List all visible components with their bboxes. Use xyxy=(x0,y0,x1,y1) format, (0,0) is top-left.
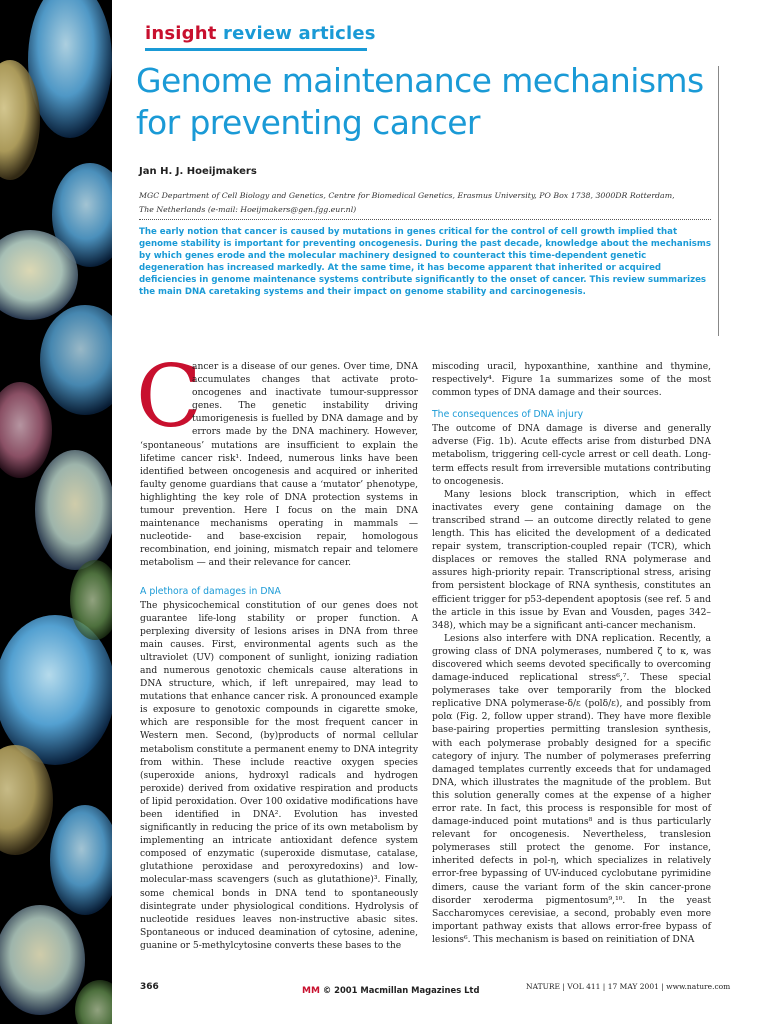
intro-paragraph: ancer is a disease of our genes. Over time, DNA accumulates changes that activate proto-oncogenes and inactivate tumour-suppressor genes. The genetic instability driving tumorigenesis is fuelled by DNA damage and by errors made by the DNA machinery. However, ‘spontaneous’ mutations are insufficient to explain the lifetime cancer risk¹. Indeed, numerous links have been identified between oncogenesis and acquired or inherited faulty genome guardians that cause a ‘mutator’ phenotype, highlighting the key role of DNA protection systems in tumour prevention. Here I focus on the main DNA maintenance mechanisms operating in mammals — nucleotide- and base-excision repair, homologous recombination, end joining, mismatch repair and telomere metabolism — and their relevance for cancer. xyxy=(140,362,418,569)
body-paragraph: Lesions also interfere with DNA replication. Recently, a growing class of DNA polymerases, numbered ζ to κ, was discovered which seems devoted specifically to overcoming damage-induced replicational stress⁶,⁷. These special polymerases take over temporarily from the blocked replicative DNA polymerase-δ/ε (polδ/ε), and possibly from polα (Fig. 2, follow upper strand). They have more flexible base-pairing properties permitting translesion synthesis, with each polymerase probably designed for a specific category of injury. The number of polymerases preferring damaged templates currently exceeds that for undamaged DNA, which illustrates the magnitude of the problem. But this solution generally comes at the expense of a higher error rate. In fact, this process is responsible for most of damage-induced point mutations⁸ and is thus particularly relevant for oncogenesis. Nevertheless, translesion polymerases still protect the genome. For instance, inherited defects in pol-η, which specializes in relatively error-free bypassing of UV-induced cyclobutane pyrimidine dimers, cause the variant form of the skin cancer-prone disorder xeroderma pigmentosum⁹,¹⁰. In the yeast Saccharomyces cerevisiae, a second, probably even more important pathway exists that allows error-free bypass of lesions⁶. This mechanism is based on reinitiation of DNA xyxy=(432,633,711,945)
body-paragraph: The physicochemical constitution of our genes does not guarantee life-long stability or proper function. A perplexing diversity of lesions arises in DNA from three main causes. First, environmental agents such as the ultraviolet (UV) component of sunlight, ionizing radiation and numerous genotoxic chemicals cause alterations in DNA structure, which, if left unrepaired, may lead to mutations that enhance cancer risk. A pronounced example is exposure to genotoxic compounds in cigarette smoke, which are responsible for the most frequent cancer in Western men. Second, (by)products of normal cellular metabolism constitute a permanent enemy to DNA integrity from within. These include reactive oxygen species (superoxide anions, hydroxyl radicals and hydrogen peroxide) derived from oxidative respiration and products of lipid peroxidation. Over 100 oxidative modifications have been identified in DNA². Evolution has invested significantly in reducing the price of its own metabolism by implementing an intricate antioxidant defence system composed of enzymatic (superoxide dismutase, catalase, glutathione peroxidase and peroxyredoxins) and low-molecular-mass scavengers (such as glutathione)³. Finally, some chemical bonds in DNA tend to spontaneously disintegrate under physiological conditions. Hydrolysis of nucleotide residues leaves non-instructive abasic sites. Spontaneous or induced deamination of cytosine, adenine, guanine or 5-methylcytosine converts these bases to the xyxy=(140,600,418,951)
title-line-1: Genome maintenance mechanisms xyxy=(136,61,704,100)
copyright-line xyxy=(302,985,479,996)
body-column-right xyxy=(432,361,711,947)
body-paragraph: Many lesions block transcription, which in effect inactivates every gene containing damage on the transcribed strand — an outcome directly related to gene length. This has elicited the development of a dedicated repair system, transcription-coupled repair (TCR), which displaces or removes the stalled RNA polymerase and assures high-priority repair. Transcriptional stress, arising from persistent blockage of RNA synthesis, constitutes an efficient trigger for p53-dependent apoptosis (see ref. 5 and the article in this issue by Evan and Vousden, pages 342–348), which may be a significant anti-cancer mechanism. xyxy=(432,489,711,631)
kicker-section: review articles xyxy=(223,23,376,44)
section-heading-consequences: The consequences of DNA injury xyxy=(432,409,584,421)
page-number: 366 xyxy=(140,982,159,992)
dotted-divider xyxy=(139,219,711,220)
vertical-rule xyxy=(718,66,719,336)
drop-cap: C xyxy=(136,347,202,447)
section-heading-damages: A plethora of damages in DNA xyxy=(140,585,281,597)
author-affiliation xyxy=(139,189,714,217)
article-title xyxy=(136,60,716,144)
body-paragraph: The outcome of DNA damage is diverse and generally adverse (Fig. 1b). Acute effects arise from disturbed DNA metabolism, triggering cell-cycle arrest or cell death. Long-term effects result from irreversible mutations contributing to oncogenesis. xyxy=(432,424,711,487)
journal-info: NATURE | VOL 411 | 17 MAY 2001 | www.nature.com xyxy=(526,982,731,991)
title-line-2: for preventing cancer xyxy=(136,103,480,142)
kicker-underline xyxy=(145,48,367,51)
macmillan-logo-icon: MM xyxy=(302,986,320,996)
body-column-left xyxy=(136,347,418,953)
section-kicker xyxy=(145,23,376,44)
author-name: Jan H. J. Hoeijmakers xyxy=(139,166,257,177)
abstract: The early notion that cancer is caused by mutations in genes critical for the control of cell growth implied that genome stability is important for preventing oncogenesis. During the past decade, knowledge about the mechanisms by which genes erode and the molecular machinery designed to counteract this time-dependent genetic degeneration has increased markedly. At the same time, it has become apparent that inherited or acquired deficiencies in genome maintenance systems contribute significantly to the onset of cancer. This review summarizes the main DNA caretaking systems and their impact on genome stability and carcinogenesis. xyxy=(139,227,711,297)
decorative-cell-artwork xyxy=(0,0,112,1024)
affiliation-line-2: The Netherlands (e-mail: Hoeijmakers@gen.fgg.eur.nl) xyxy=(139,205,357,214)
kicker-insight: insight xyxy=(145,23,217,44)
body-paragraph: miscoding uracil, hypoxanthine, xanthine and thymine, respectively⁴. Figure 1a summarizes some of the most common types of DNA damage and their sources. xyxy=(432,362,711,399)
copyright-text: © 2001 Macmillan Magazines Ltd xyxy=(322,985,480,995)
affiliation-line-1: MGC Department of Cell Biology and Genetics, Centre for Biomedical Genetics, Erasmus University, PO Box 1738, 3000DR Rotterdam, xyxy=(139,191,675,200)
